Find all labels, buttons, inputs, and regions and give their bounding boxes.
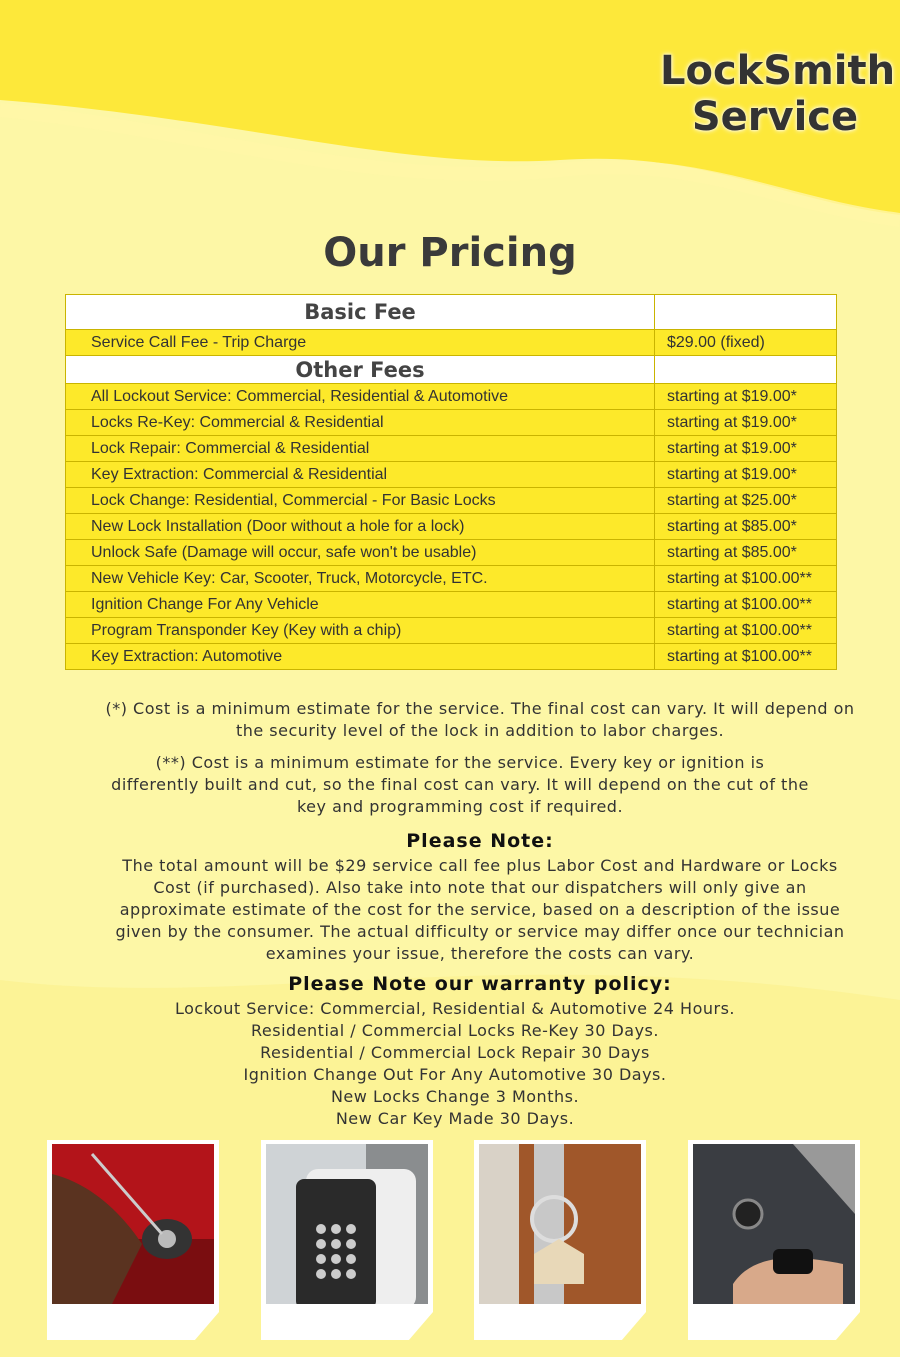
table-row [66, 592, 837, 618]
please-note-heading: Please Note: [406, 830, 554, 852]
note-single-asterisk: (*) Cost is a minimum estimate for the service. The final cost can vary. It will depend on the security level of the lock in addition to labor charges. [105, 699, 855, 740]
warranty-item: Residential / Commercial Locks Re-Key 30 Days. [251, 1021, 659, 1040]
brand-logo [660, 48, 896, 140]
page-title: Our Pricing [323, 230, 577, 276]
table-section-header [66, 295, 837, 330]
service-name: Locks Re-Key: Commercial & Residential [66, 410, 655, 436]
table-section-header [66, 356, 837, 384]
service-name: Service Call Fee - Trip Charge [66, 330, 655, 356]
section-title: Other Fees [66, 356, 655, 384]
service-name: Key Extraction: Automotive [66, 644, 655, 670]
service-price: $29.00 (fixed) [655, 330, 837, 356]
note-double-asterisk: (**) Cost is a minimum estimate for the service. Every key or ignition is differently built and cut, so the final cost can vary. It will depend on the cut of the key and programming cost if required. [111, 753, 809, 816]
brand-line2: Service [691, 94, 859, 140]
service-price: starting at $100.00** [655, 644, 837, 670]
service-name: All Lockout Service: Commercial, Residential & Automotive [66, 384, 655, 410]
service-name: Lock Repair: Commercial & Residential [66, 436, 655, 462]
service-price: starting at $100.00** [655, 566, 837, 592]
section-title: Basic Fee [66, 295, 655, 330]
service-price: starting at $85.00* [655, 540, 837, 566]
photo-car-door-lockpicking [47, 1140, 219, 1340]
table-row [66, 488, 837, 514]
service-price: starting at $19.00* [655, 436, 837, 462]
service-price: starting at $19.00* [655, 384, 837, 410]
warranty-list [70, 998, 840, 1130]
service-name: Key Extraction: Commercial & Residential [66, 462, 655, 488]
photo-key-in-door-lock [474, 1140, 646, 1340]
service-price: starting at $19.00* [655, 462, 837, 488]
brand-line1: LockSmith [660, 48, 896, 94]
service-name: New Lock Installation (Door without a hole for a lock) [66, 514, 655, 540]
service-price: starting at $19.00* [655, 410, 837, 436]
service-name: Program Transponder Key (Key with a chip) [66, 618, 655, 644]
service-price: starting at $85.00* [655, 514, 837, 540]
warranty-item: New Car Key Made 30 Days. [335, 1109, 575, 1128]
table-row [66, 618, 837, 644]
service-price: starting at $25.00* [655, 488, 837, 514]
service-name: Ignition Change For Any Vehicle [66, 592, 655, 618]
table-row [66, 330, 837, 356]
warranty-heading: Please Note our warranty policy: [288, 973, 672, 995]
service-price: starting at $100.00** [655, 592, 837, 618]
table-row [66, 644, 837, 670]
table-row [66, 566, 837, 592]
warranty-item: Lockout Service: Commercial, Residential & Automotive 24 Hours. [174, 999, 735, 1018]
warranty-item: Residential / Commercial Lock Repair 30 Days [260, 1043, 650, 1062]
table-row [66, 436, 837, 462]
photo-keypad-lockbox [261, 1140, 433, 1340]
pricing-table [65, 294, 837, 670]
service-name: Unlock Safe (Damage will occur, safe won't be usable) [66, 540, 655, 566]
table-row [66, 514, 837, 540]
service-name: New Vehicle Key: Car, Scooter, Truck, Motorcycle, ETC. [66, 566, 655, 592]
table-row [66, 540, 837, 566]
service-price: starting at $100.00** [655, 618, 837, 644]
table-row [66, 384, 837, 410]
table-row [66, 410, 837, 436]
table-row [66, 462, 837, 488]
warranty-item: New Locks Change 3 Months. [330, 1087, 580, 1106]
warranty-item: Ignition Change Out For Any Automotive 30 Days. [243, 1065, 667, 1084]
photo-car-ignition-key [688, 1140, 860, 1340]
service-name: Lock Change: Residential, Commercial - For Basic Locks [66, 488, 655, 514]
please-note-text: The total amount will be $29 service call fee plus Labor Cost and Hardware or Locks Cost (if purchased). Also take into note that our dispatchers will only give an approximate estimate of the cost for the service, based on a description of the issue given by the consumer. The actual difficulty or service may differ once our technician examines your issue, therefore the costs can vary. [115, 856, 845, 963]
